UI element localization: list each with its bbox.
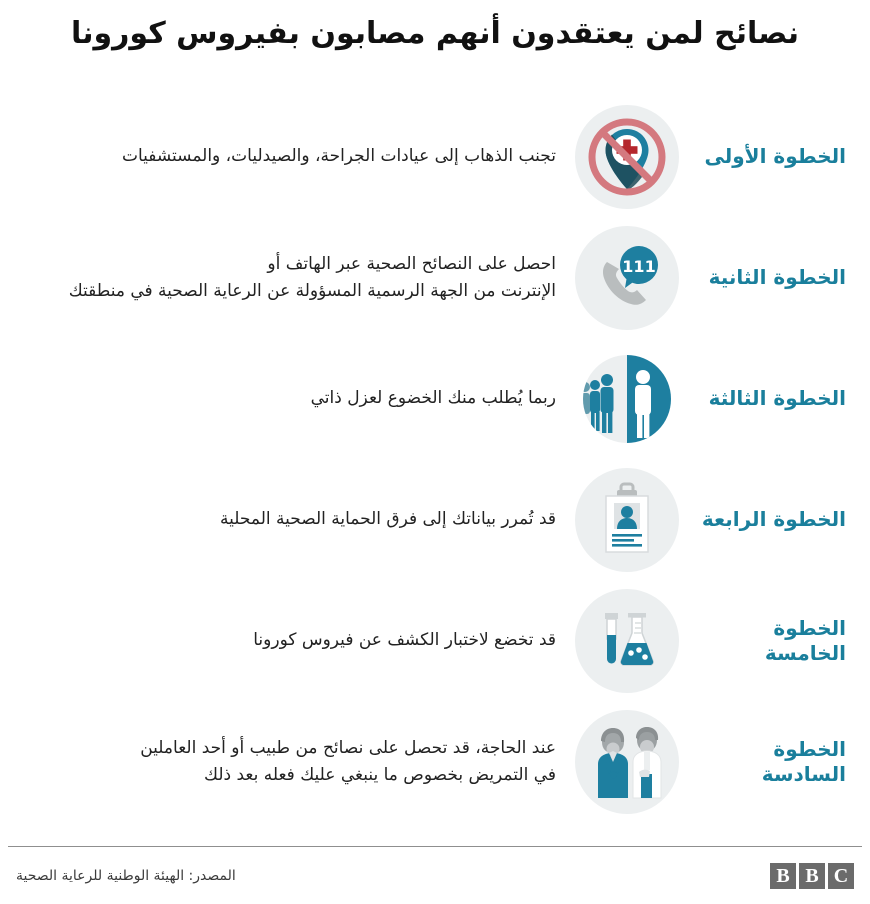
step-label-3: الخطوة الثالثة [708, 386, 846, 410]
step-text-line: عند الحاجة، قد تحصل على نصائح من طبيب أو أحد العاملين [140, 738, 556, 759]
no-hospital-pin-icon [579, 109, 675, 205]
step-text-6 [14, 735, 568, 788]
step-text-1 [14, 143, 568, 169]
step-text-line: في التمريض بخصوص ما ينبغي عليك فعله بعد ذلك [204, 764, 556, 785]
step-row [14, 96, 856, 217]
footer [8, 846, 862, 904]
step-label-5: الخطوة الخامسة [764, 615, 846, 665]
step-icon-3 [568, 344, 686, 454]
step-icon-1 [568, 102, 686, 212]
step-row [14, 459, 856, 580]
medical-staff-icon [579, 714, 675, 810]
step-text-4 [14, 506, 568, 532]
self-isolation-icon [577, 349, 677, 449]
step-text-line: تجنب الذهاب إلى عيادات الجراحة، والصيدليات، والمستشفيات [121, 146, 556, 167]
step-icon-6 [568, 707, 686, 817]
step-icon-2 [568, 223, 686, 333]
step-text-line: قد تخضع لاختبار الكشف عن فيروس كورونا [253, 630, 556, 651]
step-text-5 [14, 627, 568, 653]
bbc-logo-letter: C [828, 863, 854, 889]
source-credit: المصدر: الهيئة الوطنية للرعاية الصحية [16, 867, 236, 884]
bbc-logo [770, 863, 854, 889]
step-row [14, 217, 856, 338]
lab-test-icon [581, 595, 673, 687]
step-label-6: الخطوة السادسة [761, 736, 846, 786]
step-text-2 [14, 251, 568, 304]
page-title: نصائح لمن يعتقدون أنهم مصابون بفيروس كورونا [70, 16, 800, 51]
step-text-line: قد تُمرر بياناتك إلى فرق الحماية الصحية المحلية [220, 509, 556, 530]
phone-111-icon [581, 232, 673, 324]
step-label-4: الخطوة الرابعة [701, 507, 846, 531]
step-row [14, 580, 856, 701]
phone-badge-number: 111 [622, 256, 656, 276]
step-text-3 [14, 385, 568, 411]
bbc-logo-letter: B [770, 863, 796, 889]
step-icon-4 [568, 465, 686, 575]
step-row [14, 338, 856, 459]
step-text-line: الإنترنت من الجهة الرسمية المسؤولة عن الرعاية الصحية في منطقتك [68, 280, 556, 301]
step-label-1: الخطوة الأولى [704, 144, 846, 168]
step-text-line: احصل على النصائح الصحية عبر الهاتف أو [267, 254, 556, 275]
step-text-line: ربما يُطلب منك الخضوع لعزل ذاتي [310, 388, 556, 409]
steps-list [0, 96, 870, 846]
step-row [14, 701, 856, 822]
step-icon-5 [568, 586, 686, 696]
bbc-logo-letter: B [799, 863, 825, 889]
title-block [0, 0, 870, 96]
id-badge-icon [581, 474, 673, 566]
step-label-2: الخطوة الثانية [708, 265, 846, 289]
